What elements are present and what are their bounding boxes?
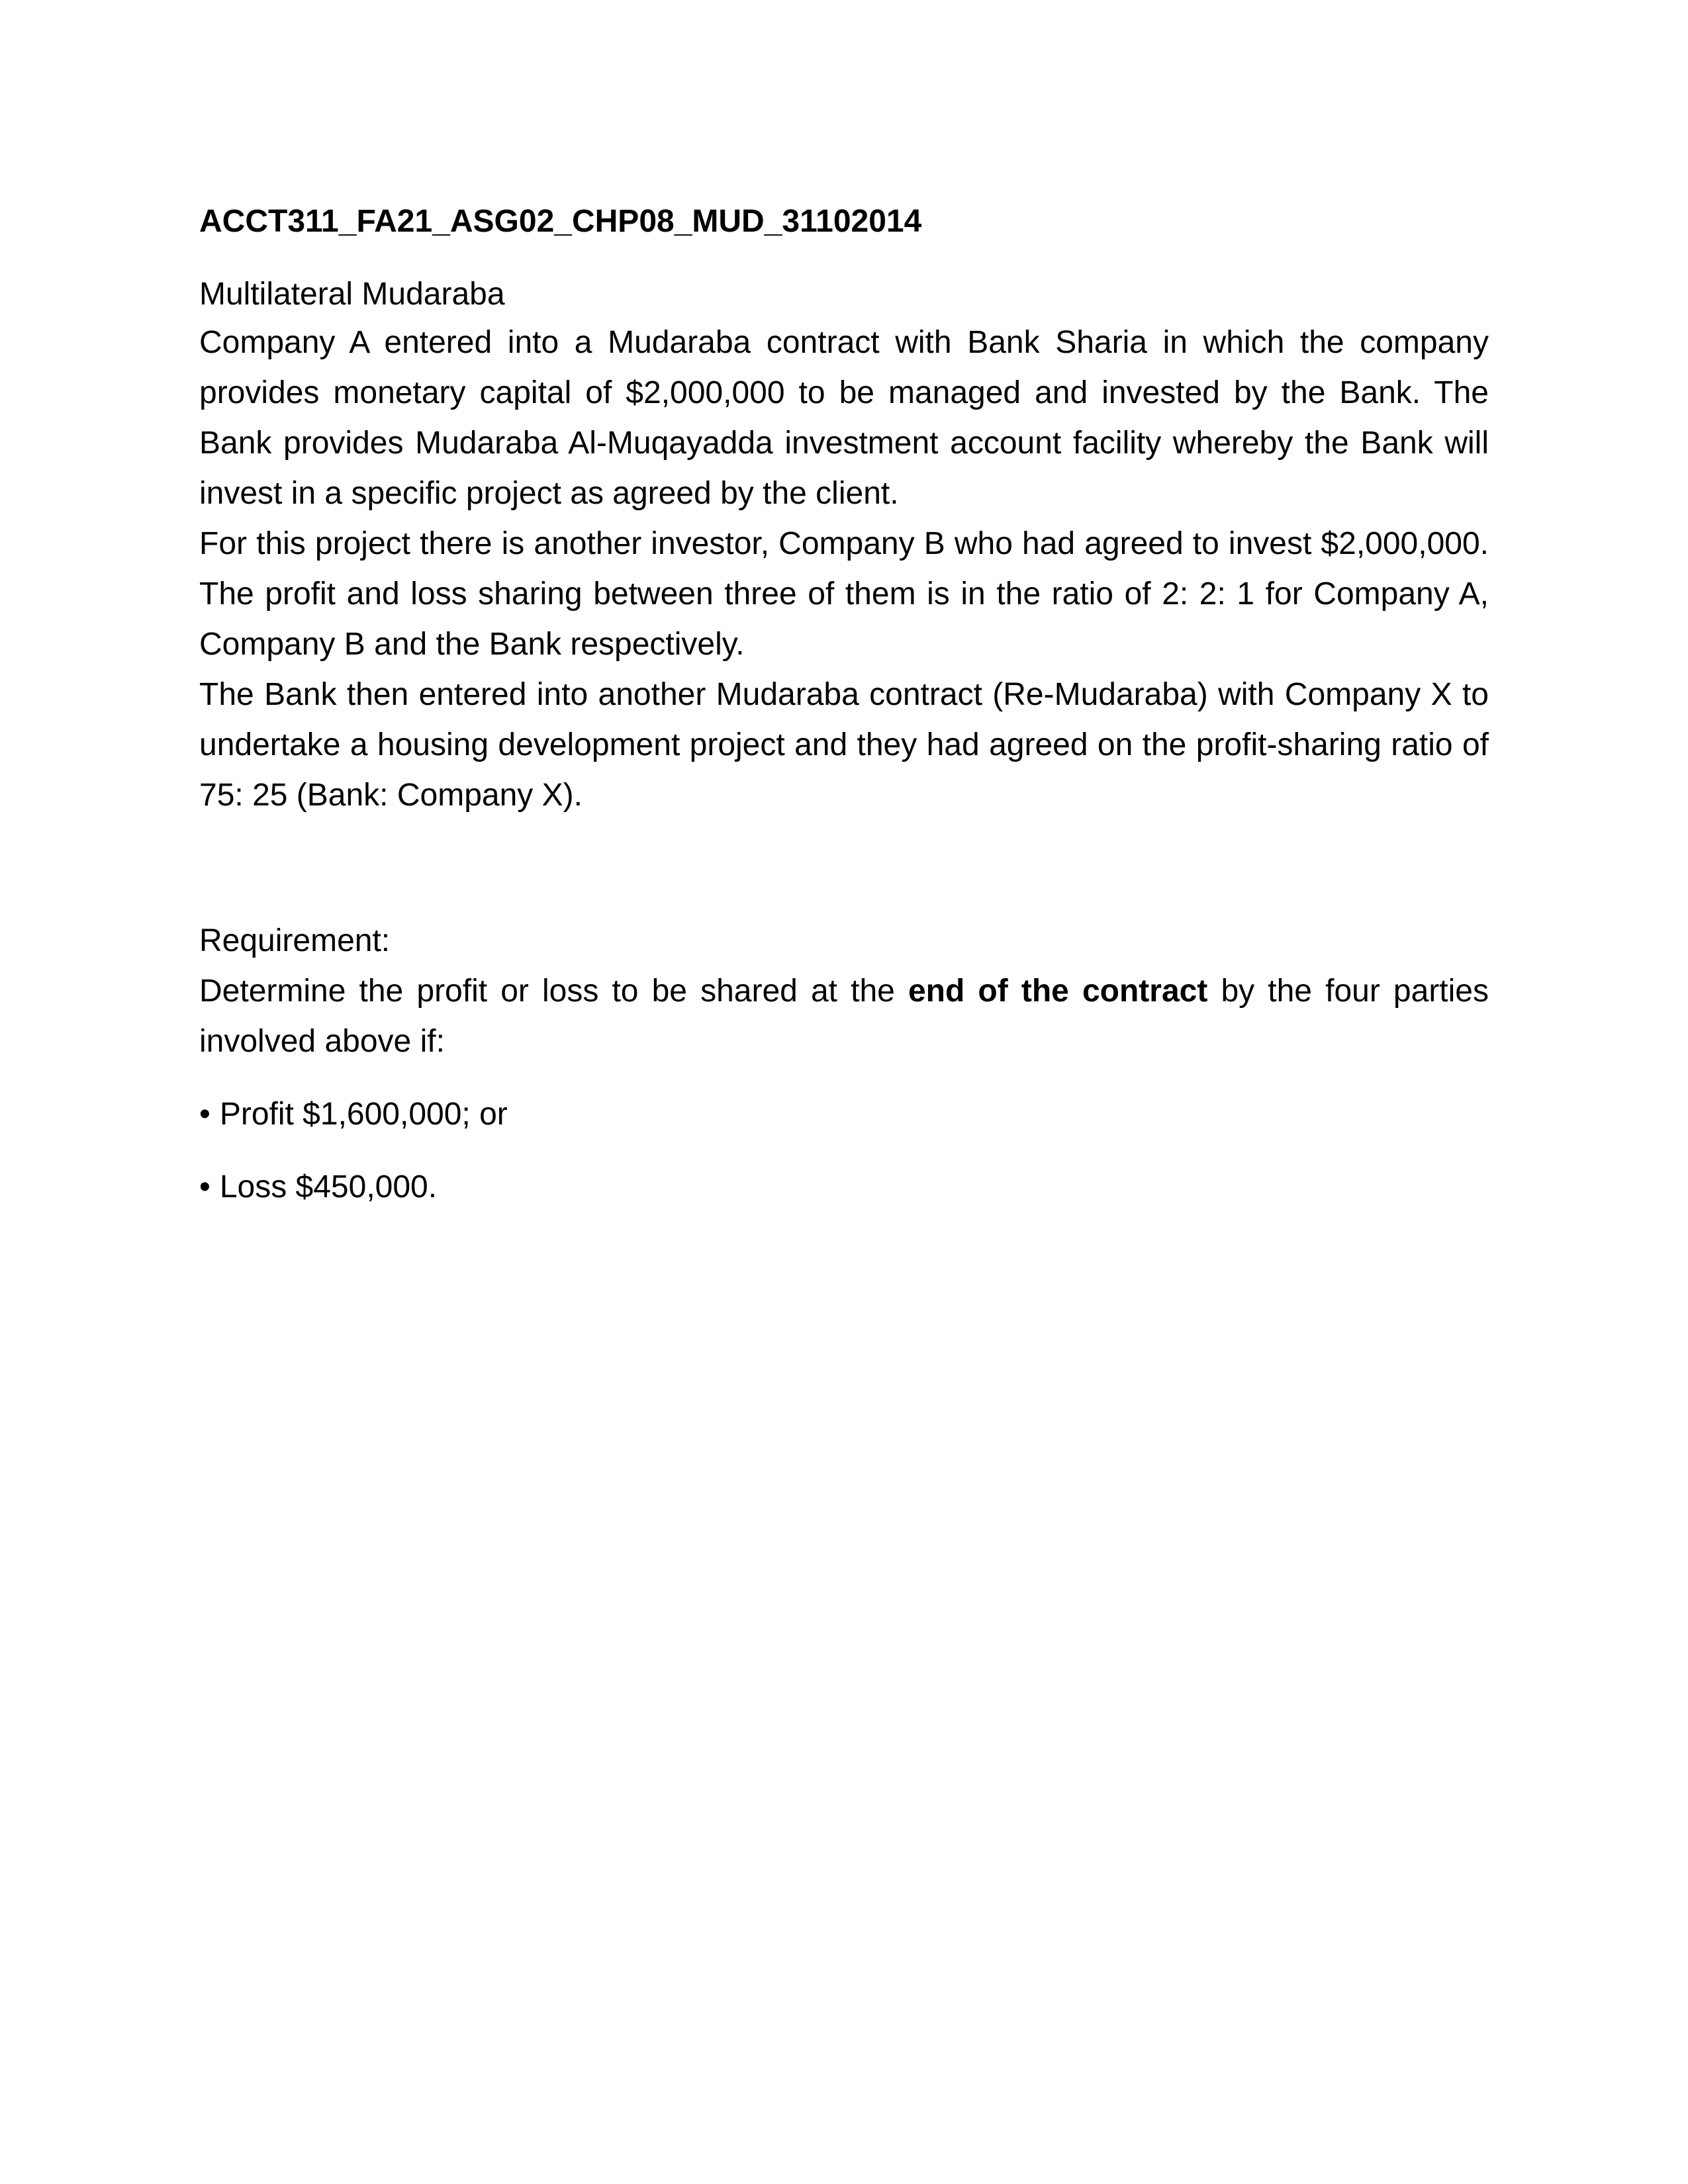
question-text-start: Determine the profit or loss to be shared at the	[199, 974, 908, 1009]
question-paragraph	[199, 966, 1489, 1067]
bullet-icon: •	[199, 1169, 211, 1205]
question-emphasis: end of the contract	[908, 974, 1208, 1009]
bullet-item-loss	[199, 1162, 1489, 1212]
paragraph-company-b: For this project there is another investor, Company B who had agreed to invest $2,000,000. The profit and loss sharing between three of them is in the ratio of 2: 2: 1 for Company A, Company B and the Bank respectively.	[199, 526, 1489, 662]
bullet-item-profit	[199, 1089, 1489, 1140]
document-subtitle: Multilateral Mudaraba	[199, 277, 505, 312]
requirement-heading: Requirement:	[199, 923, 391, 958]
question-text-end: by the four parties involved above if:	[199, 974, 1489, 1059]
document-body	[199, 199, 1489, 1212]
bullet-text-loss: Loss $450,000.	[219, 1169, 438, 1205]
paragraph-company-a: Company A entered into a Mudaraba contract with Bank Sharia in which the company provides monetary capital of $2,000,000 to be managed and invested by the Bank. The Bank provides Mudaraba Al-Muqayadda investment account facility whereby the Bank will invest in a specific project as agreed by the client.	[199, 325, 1489, 511]
bullet-icon: •	[199, 1097, 211, 1132]
document-id: ACCT311_FA21_ASG02_CHP08_MUD_31102014	[199, 204, 922, 239]
bullet-text-profit: Profit $1,600,000; or	[219, 1097, 508, 1132]
paragraph-re-mudaraba: The Bank then entered into another Mudaraba contract (Re-Mudaraba) with Company X to undertake a housing development project and they had agreed on the profit-sharing ratio of 75: 25 (Bank: Company X).	[199, 677, 1489, 813]
